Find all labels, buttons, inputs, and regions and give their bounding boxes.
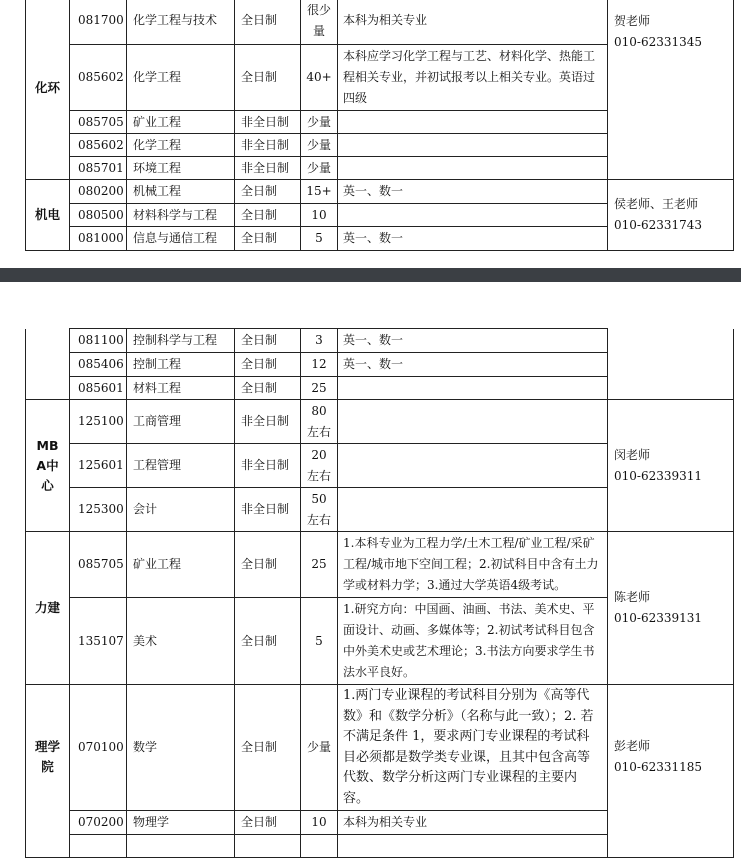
contact-phone: 010-62331345 [614, 35, 703, 49]
major-cell: 数学 [127, 685, 235, 811]
contact-name: 闵老师 [614, 447, 651, 462]
code-cell: 085701 [70, 157, 127, 180]
quota-cell: 50左右 [301, 488, 338, 532]
mode-cell: 全日制 [235, 353, 301, 377]
code-cell: 070100 [70, 685, 127, 811]
mode-cell: 全日制 [235, 685, 301, 811]
contact-phone: 010-62331185 [614, 760, 703, 774]
mode-cell: 全日制 [235, 0, 301, 45]
admission-table-page-1 [25, 0, 734, 251]
code-cell: 081100 [70, 329, 127, 353]
code-cell: 085602 [70, 134, 127, 157]
dept-cell: 力建 [26, 532, 70, 685]
contact-cell [608, 329, 734, 400]
dept-cell: 化环 [26, 0, 70, 180]
mode-cell: 非全日制 [235, 111, 301, 134]
dept-cell [26, 329, 70, 400]
mode-cell: 非全日制 [235, 134, 301, 157]
note-cell: 本科为相关专业 [338, 811, 608, 835]
quota-cell: 5 [301, 227, 338, 251]
note-cell [338, 835, 608, 858]
major-cell: 化学工程与技术 [127, 0, 235, 45]
major-cell: 化学工程 [127, 134, 235, 157]
contact-name: 陈老师 [614, 590, 651, 604]
note-cell [338, 204, 608, 227]
quota-cell: 25 [301, 532, 338, 598]
major-cell [127, 835, 235, 858]
note-cell: 英一、数一 [338, 329, 608, 353]
quota-cell: 80左右 [301, 400, 338, 444]
contact-phone: 010-62339311 [614, 468, 703, 483]
dept-cell: 理学院 [26, 685, 70, 858]
major-cell: 信息与通信工程 [127, 227, 235, 251]
major-cell: 矿业工程 [127, 111, 235, 134]
mode-cell: 非全日制 [235, 400, 301, 444]
code-cell: 080200 [70, 180, 127, 204]
major-cell: 材料工程 [127, 377, 235, 400]
document-page-1 [0, 0, 741, 268]
note-cell: 本科应学习化学工程与工艺、材料化学、热能工程相关专业，并初试报考以上相关专业。英语过四级 [338, 45, 608, 111]
contact-cell [608, 400, 734, 532]
contact-name: 侯老师、王老师 [614, 197, 699, 211]
quota-cell: 少量 [301, 111, 338, 134]
contact-name: 贺老师 [614, 14, 651, 28]
mode-cell: 全日制 [235, 811, 301, 835]
mode-cell: 全日制 [235, 532, 301, 598]
mode-cell: 全日制 [235, 180, 301, 204]
code-cell: 135107 [70, 598, 127, 685]
quota-cell: 10 [301, 811, 338, 835]
quota-cell: 少量 [301, 157, 338, 180]
code-cell: 085705 [70, 532, 127, 598]
contact-cell [608, 532, 734, 685]
mode-cell: 全日制 [235, 329, 301, 353]
note-cell [338, 134, 608, 157]
major-cell: 控制工程 [127, 353, 235, 377]
code-cell: 125100 [70, 400, 127, 444]
note-cell [338, 488, 608, 532]
contact-phone: 010-62331743 [614, 218, 703, 232]
code-cell: 085601 [70, 377, 127, 400]
dept-cell: MBA中心 [26, 400, 70, 532]
mode-cell: 非全日制 [235, 488, 301, 532]
mode-cell: 非全日制 [235, 444, 301, 488]
code-cell: 081700 [70, 0, 127, 45]
major-cell: 化学工程 [127, 45, 235, 111]
major-cell: 物理学 [127, 811, 235, 835]
major-cell: 工程管理 [127, 444, 235, 488]
contact-phone: 010-62339131 [614, 611, 703, 625]
note-cell: 英一、数一 [338, 180, 608, 204]
table-row [26, 400, 734, 444]
document-page-2 [0, 282, 741, 829]
table-row [26, 0, 734, 45]
quota-cell: 3 [301, 329, 338, 353]
table-row [26, 532, 734, 598]
table-row [26, 685, 734, 811]
mode-cell: 全日制 [235, 45, 301, 111]
quota-cell: 40+ [301, 45, 338, 111]
code-cell: 125300 [70, 488, 127, 532]
note-cell: 1.研究方向：中国画、油画、书法、美术史、平面设计、动画、多媒体等；2.初试考试科目包含中外美术史或艺术理论；3.书法方向要求学生书法水平良好。 [338, 598, 608, 685]
note-cell [338, 400, 608, 444]
note-cell: 本科为相关专业 [338, 0, 608, 45]
page-separator [0, 268, 741, 282]
code-cell: 125601 [70, 444, 127, 488]
major-cell: 工商管理 [127, 400, 235, 444]
quota-cell: 25 [301, 377, 338, 400]
note-cell [338, 444, 608, 488]
code-cell: 070200 [70, 811, 127, 835]
mode-cell [235, 835, 301, 858]
major-cell: 会计 [127, 488, 235, 532]
quota-cell: 12 [301, 353, 338, 377]
code-cell: 085602 [70, 45, 127, 111]
contact-cell [608, 180, 734, 251]
quota-cell: 10 [301, 204, 338, 227]
major-cell: 环境工程 [127, 157, 235, 180]
contact-cell [608, 685, 734, 858]
code-cell: 085705 [70, 111, 127, 134]
major-cell: 矿业工程 [127, 532, 235, 598]
table-row [26, 329, 734, 353]
major-cell: 材料科学与工程 [127, 204, 235, 227]
code-cell: 081000 [70, 227, 127, 251]
note-cell [338, 377, 608, 400]
admission-table-page-2 [25, 328, 734, 858]
contact-name: 彭老师 [614, 739, 651, 753]
note-cell [338, 157, 608, 180]
quota-cell: 很少量 [301, 0, 338, 45]
major-cell: 控制科学与工程 [127, 329, 235, 353]
note-cell: 1.两门专业课程的考试科目分别为《高等代数》和《数学分析》（名称与此一致）；2. 若不满足条件 1，要求两门专业课程的考试科目必须都是数学类专业课，且其中包含高等代数、数学分析这两门专业课程的主要内容。 [338, 685, 608, 811]
note-cell: 英一、数一 [338, 227, 608, 251]
mode-cell: 全日制 [235, 227, 301, 251]
code-cell: 085406 [70, 353, 127, 377]
quota-cell [301, 835, 338, 858]
table-row [26, 180, 734, 204]
contact-cell [608, 0, 734, 180]
quota-cell: 5 [301, 598, 338, 685]
dept-cell: 机电 [26, 180, 70, 251]
quota-cell: 少量 [301, 134, 338, 157]
note-cell [338, 111, 608, 134]
quota-cell: 20左右 [301, 444, 338, 488]
mode-cell: 全日制 [235, 204, 301, 227]
quota-cell: 少量 [301, 685, 338, 811]
major-cell: 美术 [127, 598, 235, 685]
note-cell: 英一、数一 [338, 353, 608, 377]
note-cell: 1.本科专业为工程力学/土木工程/矿业工程/采矿工程/城市地下空间工程；2.初试科目中含有土力学或材料力学；3.通过大学英语4级考试。 [338, 532, 608, 598]
mode-cell: 非全日制 [235, 157, 301, 180]
mode-cell: 全日制 [235, 598, 301, 685]
major-cell: 机械工程 [127, 180, 235, 204]
quota-cell: 15+ [301, 180, 338, 204]
mode-cell: 全日制 [235, 377, 301, 400]
code-cell: 080500 [70, 204, 127, 227]
code-cell [70, 835, 127, 858]
